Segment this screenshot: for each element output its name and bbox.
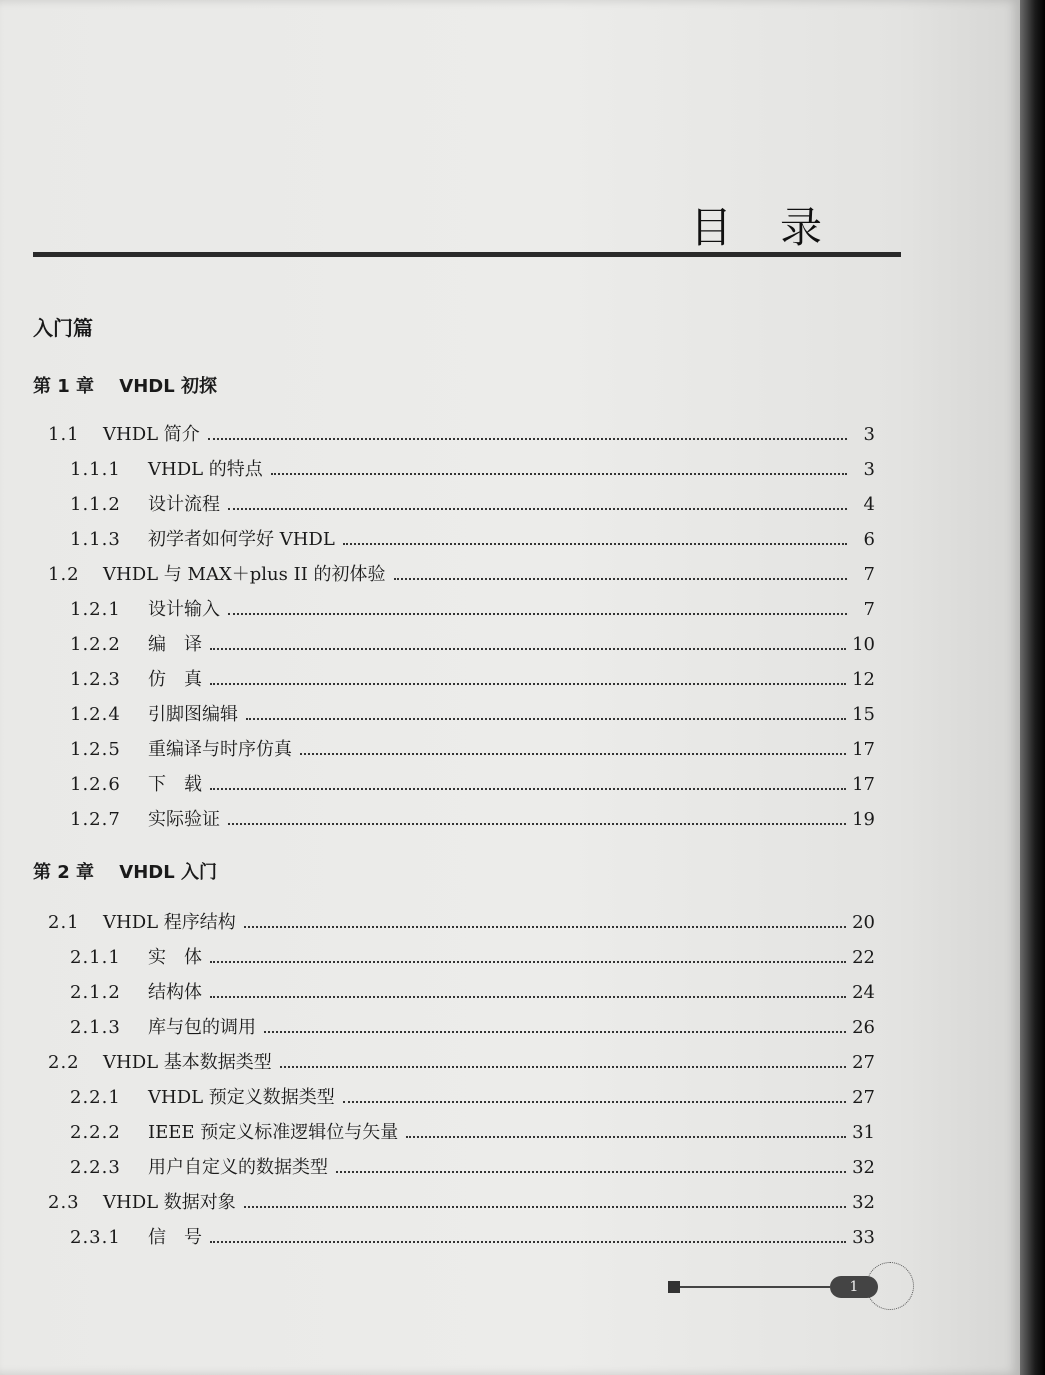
toc-entry-number: 1.2.6 [70,774,121,795]
toc-entry-number: 1.2.2 [70,634,121,655]
toc-entry-number: 2.1.3 [70,1017,121,1038]
toc-entry[interactable] [48,908,875,938]
toc-entry-page: 15 [852,704,875,725]
toc-entry[interactable] [70,490,875,520]
toc-entry-label: VHDL 基本数据类型 [103,1052,272,1073]
toc-entry[interactable] [48,560,875,590]
chapter-heading [33,372,217,398]
leader-dots [228,822,846,825]
toc-entry-page: 33 [852,1227,875,1248]
toc-entry-number: 1.2.4 [70,704,121,725]
toc-entry-page: 10 [852,634,875,655]
leader-dots [244,1205,846,1208]
toc-entry-label: 仿 真 [148,669,202,690]
page-number-badge: 1 [830,1276,878,1298]
toc-entry-number: 2.1.1 [70,947,121,968]
leader-dots [208,437,847,440]
toc-entry[interactable] [48,1048,875,1078]
toc-entry-page: 20 [852,912,875,933]
toc-entry[interactable] [70,943,875,973]
leader-dots [210,995,846,998]
toc-entry-number: 2.1.2 [70,982,121,1003]
toc-entry-page: 17 [852,739,875,760]
toc-entry-number: 1.2.5 [70,739,121,760]
toc-entry-number: 1.2 [48,564,80,585]
toc-entry-page: 6 [863,529,875,550]
toc-entry[interactable] [70,805,875,835]
leader-dots [228,612,847,615]
toc-entry-label: 用户自定义的数据类型 [148,1157,328,1178]
toc-entry-label: 重编译与时序仿真 [148,739,292,760]
toc-entry[interactable] [70,630,875,660]
toc-entry-number: 1.2.1 [70,599,121,620]
toc-entry-number: 2.1 [48,912,80,933]
toc-entry-number: 1.2.3 [70,669,121,690]
footer-square-marker [668,1281,680,1293]
leader-dots [394,577,847,580]
toc-entry-number: 2.2.3 [70,1157,121,1178]
toc-entry-page: 26 [852,1017,875,1038]
toc-entry[interactable] [70,595,875,625]
toc-entry-number: 2.2.2 [70,1122,121,1143]
toc-entry[interactable] [70,735,875,765]
toc-entry-page: 32 [852,1192,875,1213]
toc-entry-number: 1.1.2 [70,494,121,515]
toc-entry-page: 12 [852,669,875,690]
book-spine-edge [1020,0,1045,1375]
toc-entry-number: 1.1.3 [70,529,121,550]
toc-entry-label: 设计输入 [148,599,220,620]
title-rule [33,252,901,257]
toc-entry-label: 设计流程 [148,494,220,515]
toc-entry[interactable] [70,455,875,485]
toc-entry-page: 27 [852,1052,875,1073]
toc-entry[interactable] [70,665,875,695]
toc-entry-page: 32 [852,1157,875,1178]
toc-entry[interactable] [70,1118,875,1148]
toc-entry[interactable] [70,1083,875,1113]
toc-entry-label: 实际验证 [148,809,220,830]
chapter-title: VHDL 入门 [119,862,217,883]
toc-entry-label: VHDL 数据对象 [103,1192,236,1213]
toc-entry[interactable] [70,1013,875,1043]
toc-entry[interactable] [48,420,875,450]
toc-entry-label: VHDL 的特点 [148,459,263,480]
toc-entry-page: 3 [863,424,875,445]
toc-entry[interactable] [48,1188,875,1218]
toc-entry-page: 24 [852,982,875,1003]
leader-dots [271,472,847,475]
toc-entry-label: 实 体 [148,947,202,968]
toc-entry-page: 3 [863,459,875,480]
toc-entry-label: VHDL 与 MAX＋plus II 的初体验 [103,564,386,585]
chapter-number: 第 2 章 [33,862,95,883]
toc-entry[interactable] [70,1223,875,1253]
leader-dots [406,1135,846,1138]
footer-rule [670,1286,830,1288]
toc-entry[interactable] [70,525,875,555]
toc-entry[interactable] [70,770,875,800]
leader-dots [228,507,847,510]
toc-entry-label: VHDL 简介 [103,424,200,445]
chapter-heading [33,858,217,884]
toc-entry-page: 22 [852,947,875,968]
leader-dots [264,1030,846,1033]
toc-entry-page: 27 [852,1087,875,1108]
leader-dots [210,787,846,790]
leader-dots [280,1065,846,1068]
toc-entry-number: 2.2 [48,1052,80,1073]
leader-dots [343,542,847,545]
toc-entry-page: 31 [852,1122,875,1143]
toc-entry-number: 1.1.1 [70,459,121,480]
leader-dots [246,717,846,720]
toc-entry-page: 7 [863,564,875,585]
toc-entry-label: 信 号 [148,1227,202,1248]
toc-entry[interactable] [70,1153,875,1183]
toc-entry-number: 2.3.1 [70,1227,121,1248]
toc-entry-number: 1.1 [48,424,80,445]
toc-entry-label: 库与包的调用 [148,1017,256,1038]
chapter-title: VHDL 初探 [119,376,217,397]
toc-entry-label: 下 载 [148,774,202,795]
leader-dots [343,1100,846,1103]
leader-dots [210,647,846,650]
toc-entry-label: VHDL 程序结构 [103,912,236,933]
toc-entry-page: 4 [863,494,875,515]
toc-entry-number: 2.3 [48,1192,80,1213]
chapter-number: 第 1 章 [33,376,95,397]
leader-dots [210,960,846,963]
leader-dots [300,752,846,755]
toc-entry-label: 初学者如何学好 VHDL [148,529,335,550]
toc-entry-number: 2.2.1 [70,1087,121,1108]
toc-entry-label: IEEE 预定义标准逻辑位与矢量 [148,1122,399,1143]
toc-entry-label: 编 译 [148,634,202,655]
leader-dots [336,1170,846,1173]
leader-dots [244,925,846,928]
leader-dots [210,682,846,685]
toc-entry[interactable] [70,700,875,730]
toc-entry-page: 17 [852,774,875,795]
toc-entry-number: 1.2.7 [70,809,121,830]
leader-dots [210,1240,846,1243]
toc-entry-label: 结构体 [148,982,202,1003]
toc-entry-label: 引脚图编辑 [148,704,238,725]
part-heading: 入门篇 [33,316,93,340]
toc-entry[interactable] [70,978,875,1008]
toc-entry-label: VHDL 预定义数据类型 [148,1087,335,1108]
toc-entry-page: 19 [852,809,875,830]
toc-entry-page: 7 [863,599,875,620]
page-title: 目录 [689,203,870,252]
